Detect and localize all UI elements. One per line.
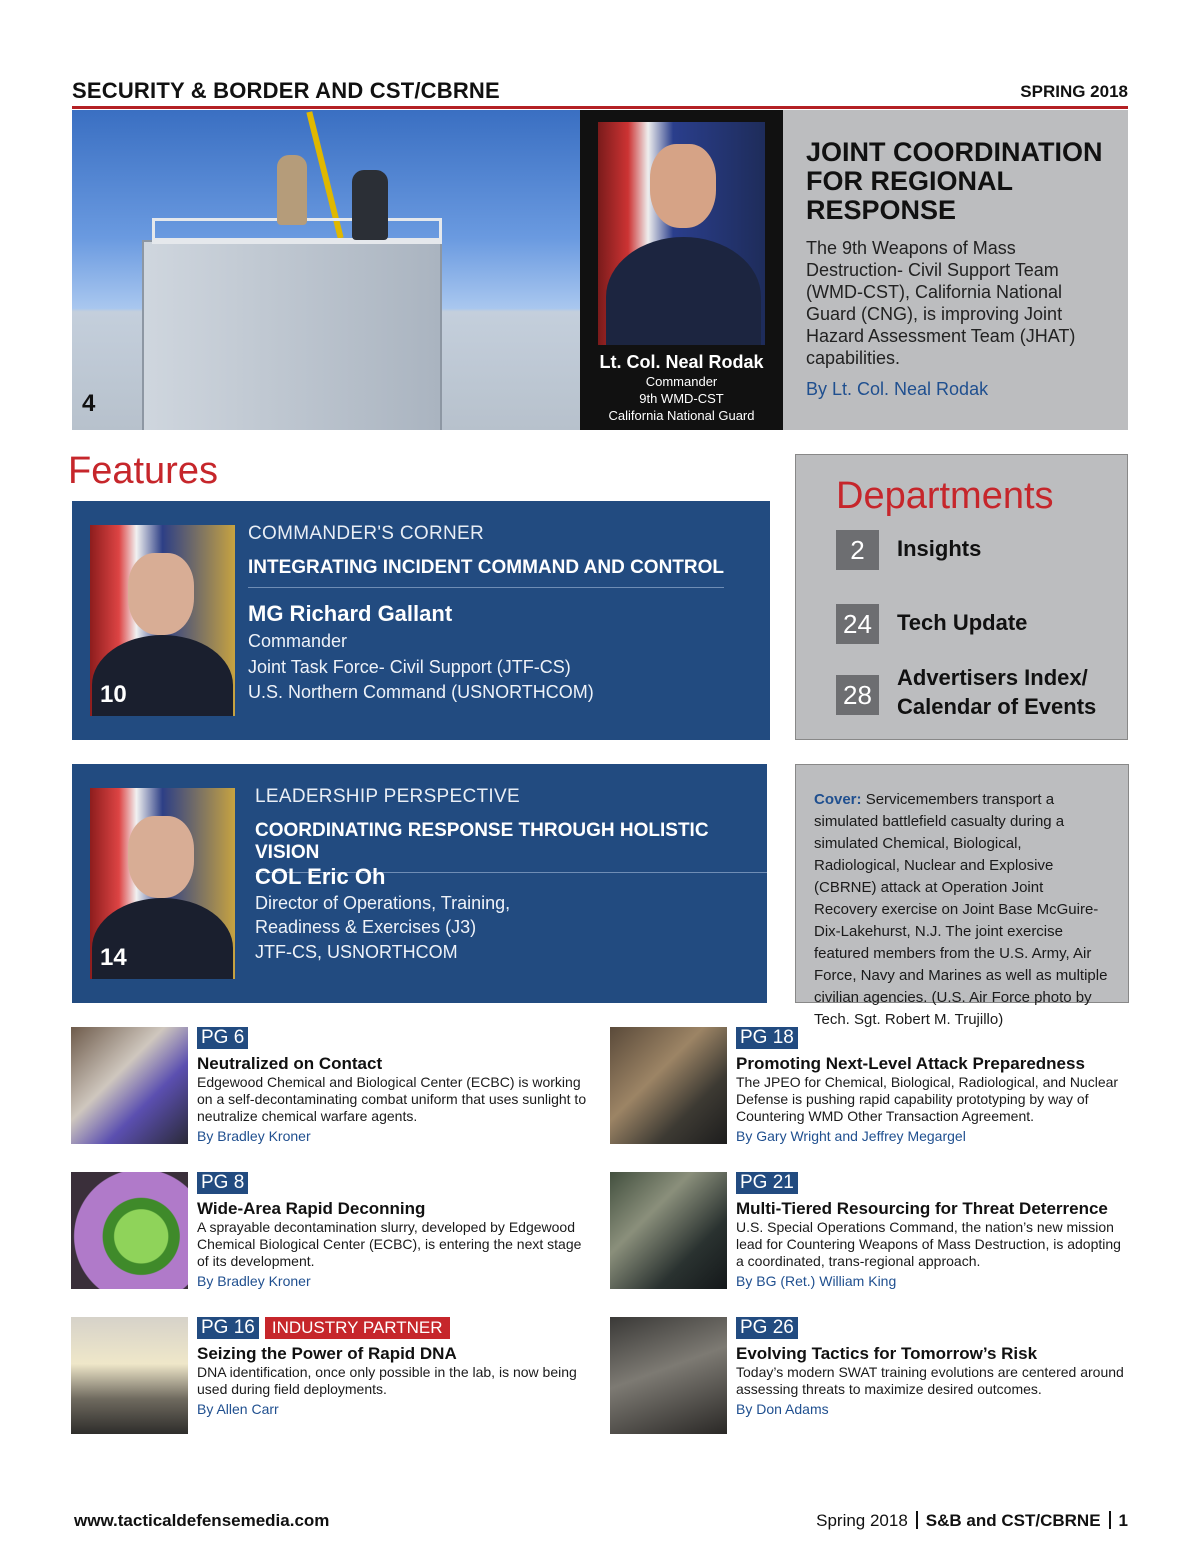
story-page-badge: PG 8: [197, 1172, 248, 1194]
story-byline: By Bradley Kroner: [197, 1128, 311, 1144]
cover-note-label: Cover:: [814, 791, 862, 808]
story-page-badge: PG 26: [736, 1317, 798, 1339]
feature-card[interactable]: [72, 501, 770, 740]
rappeller-figure: [277, 155, 307, 225]
department-page-number: 28: [836, 675, 879, 715]
folio-divider: [916, 1511, 918, 1529]
cover-story-panel[interactable]: [783, 110, 1128, 430]
folio-divider: [1109, 1511, 1111, 1529]
story-thumbnail: [71, 1172, 188, 1289]
cover-note-text: Servicemembers transport a simulated battlefield casualty during a simulated Chemical, Biological, Radiological, Nuclear and Explosive (CBRNE) attack at Operation Joint Recovery exercise on Joint Base McGuire-Dix-Lakehurst, N.J. The joint exercise featured members from the U.S. Army, Air Force, Navy and Marines as well as multiple civilian agencies. (U.S. Air Force photo by Tech. Sgt. Robert M. Trujillo): [814, 791, 1108, 1028]
footer-publication: S&B and CST/CBRNE: [925, 1511, 1101, 1530]
features-heading: Features: [68, 450, 218, 492]
rappeller-figure: [352, 170, 388, 240]
story-byline: By Gary Wright and Jeffrey Megargel: [736, 1128, 966, 1144]
portrait-caption-line: California National Guard: [608, 408, 755, 423]
portrait-caption-name: Lt. Col. Neal Rodak: [599, 352, 764, 372]
story-thumbnail: [610, 1027, 727, 1144]
publication-title: SECURITY & BORDER AND CST/CBRNE: [72, 78, 500, 103]
footer-season: Spring 2018: [816, 1511, 908, 1530]
departments-panel: [795, 454, 1128, 740]
cover-story-body: The 9th Weapons of Mass Destruction- Civil Support Team (WMD-CST), California National Guard (CNG), is improving Joint Hazard Assessment Team (JHAT) capabilities.: [806, 238, 1076, 368]
department-label[interactable]: Insights: [897, 536, 982, 561]
department-page-number: 24: [836, 604, 879, 644]
story-page-badge: PG 16: [197, 1317, 259, 1339]
website-link[interactable]: www.tacticaldefensemedia.com: [74, 1511, 330, 1530]
hero-page-number: 4: [82, 390, 96, 417]
feature-card[interactable]: [72, 764, 767, 1003]
story-title[interactable]: Evolving Tactics for Tomorrow’s Risk: [736, 1344, 1038, 1363]
departments-heading: Departments: [836, 475, 1054, 517]
story-title[interactable]: Seizing the Power of Rapid DNA: [197, 1344, 457, 1363]
story-description: The JPEO for Chemical, Biological, Radiological, and Nuclear Defense is pushing rapid capability prototyping by way of Countering WMD Other Transaction Agreement.: [736, 1074, 1119, 1124]
feature-author-line: JTF-CS, USNORTHCOM: [255, 942, 458, 962]
story-page-badge: PG 18: [736, 1027, 798, 1049]
feature-title[interactable]: COORDINATING RESPONSE THROUGH HOLISTIC VISION: [255, 820, 767, 873]
story-byline: By BG (Ret.) William King: [736, 1273, 897, 1289]
container-tower: [142, 240, 442, 430]
feature-author-name: MG Richard Gallant: [248, 601, 453, 626]
story-title[interactable]: Neutralized on Contact: [197, 1054, 383, 1073]
story-thumbnail: [610, 1317, 727, 1434]
footer-folio: [816, 1511, 1128, 1531]
department-label[interactable]: Advertisers Index/: [897, 665, 1088, 690]
cover-story-byline: By Lt. Col. Neal Rodak: [806, 379, 989, 399]
face-shape: [128, 816, 194, 898]
story-description: Edgewood Chemical and Biological Center (ECBC) is working on a self-decontaminating combat uniform that uses sunlight to neutralize chemical warfare agents.: [197, 1074, 587, 1124]
department-label[interactable]: Calendar of Events: [897, 694, 1097, 719]
face-shape: [650, 144, 716, 228]
cover-story-title[interactable]: JOINT COORDINATION FOR REGIONAL RESPONSE: [806, 137, 1103, 225]
feature-title[interactable]: INTEGRATING INCIDENT COMMAND AND CONTROL: [248, 557, 724, 588]
feature-author-name: COL Eric Oh: [255, 864, 386, 889]
header-rule: [72, 106, 1128, 109]
feature-author-line: Commander: [248, 631, 348, 651]
story-title[interactable]: Multi-Tiered Resourcing for Threat Deterrence: [736, 1199, 1108, 1218]
portrait-caption-line: 9th WMD-CST: [639, 391, 724, 406]
hero-photo: [72, 110, 580, 430]
feature-kicker: COMMANDER'S CORNER: [248, 523, 484, 544]
story-page-badge: PG 6: [197, 1027, 248, 1049]
story-description: U.S. Special Operations Command, the nation’s new mission lead for Countering Weapons of Mass Destruction, is adopting a coordinated, trans-regional approach.: [736, 1219, 1121, 1269]
story-description: DNA identification, once only possible in the lab, is now being used during field deployments.: [197, 1364, 577, 1397]
feature-author-line: Joint Task Force- Civil Support (JTF-CS): [248, 657, 571, 677]
story-page-badge: PG 21: [736, 1172, 798, 1194]
industry-partner-tag: INDUSTRY PARTNER: [265, 1317, 450, 1339]
cover-note-panel: [795, 764, 1129, 1028]
feature-page-number: 14: [100, 944, 127, 971]
uniform-shape: [606, 237, 761, 345]
feature-author-line: Director of Operations, Training,: [255, 893, 511, 913]
story-thumbnail: [610, 1172, 727, 1289]
face-shape: [128, 553, 194, 635]
story-byline: By Allen Carr: [197, 1401, 279, 1417]
story-thumbnail: [71, 1317, 188, 1434]
department-label[interactable]: Tech Update: [897, 610, 1028, 635]
feature-kicker: LEADERSHIP PERSPECTIVE: [255, 786, 520, 807]
feature-author-line: Readiness & Exercises (J3): [255, 917, 477, 937]
feature-author-line: U.S. Northern Command (USNORTHCOM): [248, 682, 594, 702]
feature-page-number: 10: [100, 681, 127, 708]
portrait-caption-line: Commander: [645, 374, 718, 389]
portrait-photo: [598, 122, 765, 345]
story-description: A sprayable decontamination slurry, developed by Edgewood Chemical Biological Center (ECBC), is entering the next stage of its development.: [197, 1219, 582, 1269]
story-byline: By Don Adams: [736, 1401, 829, 1417]
story-title[interactable]: Promoting Next-Level Attack Preparedness: [736, 1054, 1085, 1073]
story-description: Today’s modern SWAT training evolutions are centered around assessing threats to maximize desired outcomes.: [736, 1364, 1124, 1397]
story-byline: By Bradley Kroner: [197, 1273, 311, 1289]
issue-label: SPRING 2018: [1020, 82, 1128, 101]
footer-page-number: 1: [1118, 1511, 1128, 1530]
department-page-number: 2: [836, 530, 879, 570]
story-thumbnail: [71, 1027, 188, 1144]
story-title[interactable]: Wide-Area Rapid Deconning: [197, 1199, 426, 1218]
